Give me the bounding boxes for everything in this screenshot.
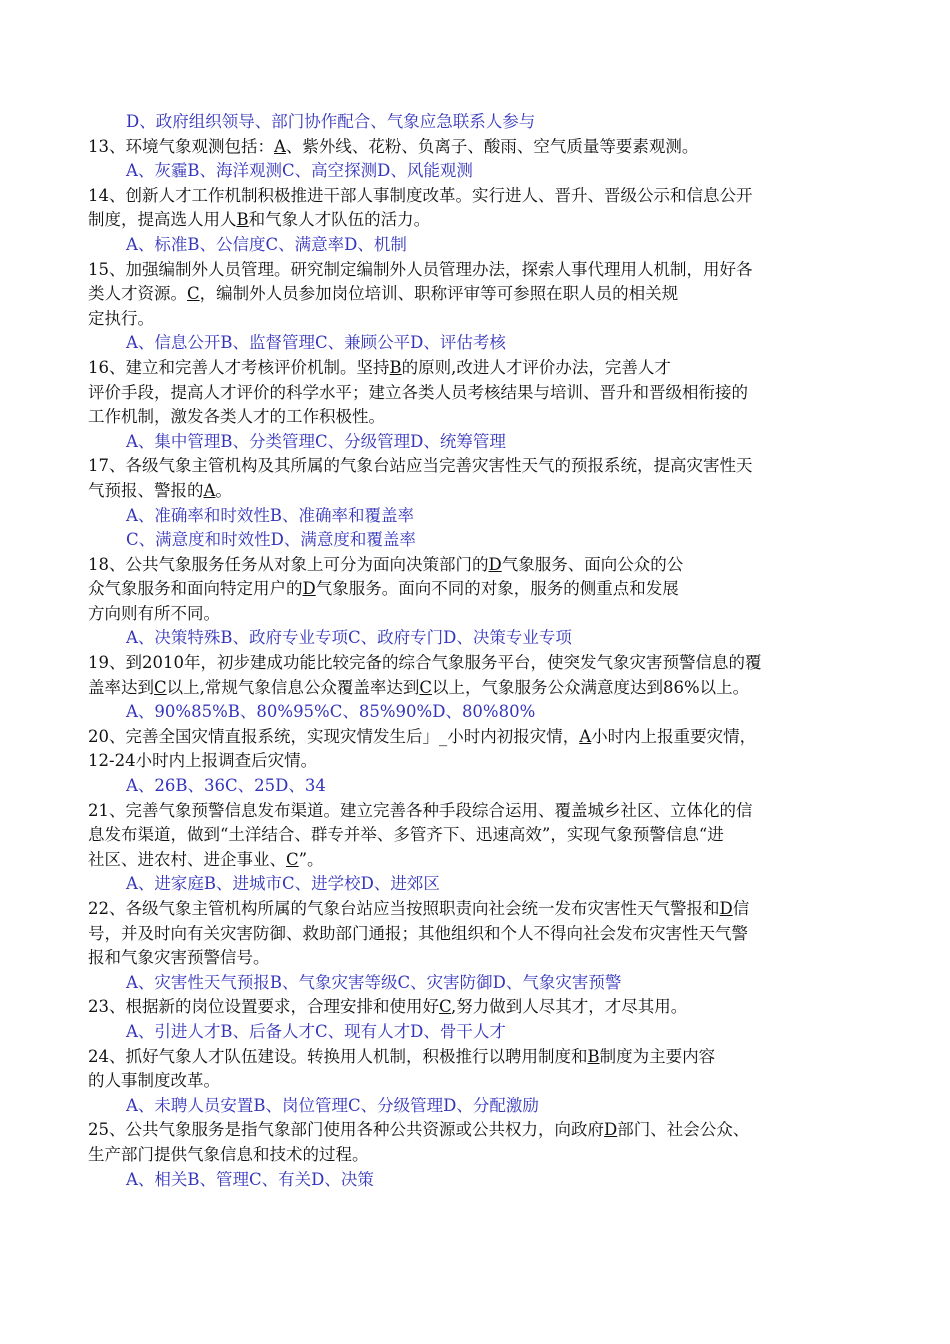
answer-options-line: A、进家庭B、进城市C、进学校D、进郊区 xyxy=(126,874,440,894)
question-text-line xyxy=(88,848,868,873)
question-text-line xyxy=(88,725,868,750)
question-text-line xyxy=(88,1045,868,1070)
text-segment: 息发布渠道，做到“土洋结合、群专并举、多管齐下、迅速高效”，实现气象预警信息“进 xyxy=(88,825,724,845)
text-segment: 15、加强编制外人员管理。研究制定编制外人员管理办法，探索人事代理用人机制，用好各 xyxy=(88,259,753,279)
text-segment: 制度为主要内容 xyxy=(599,1046,716,1066)
answer-letter: D xyxy=(302,579,316,599)
text-segment: 17、各级气象主管机构及其所属的气象台站应当完善灾害性天气的预报系统，提高灾害性天 xyxy=(88,456,753,476)
question-text-line xyxy=(88,651,868,676)
text-segment: 16、建立和完善人才考核评价机制。坚持 xyxy=(88,357,390,377)
text-segment: 以上,常规气象信息公众覆盖率达到 xyxy=(166,677,420,697)
answer-letter: B xyxy=(587,1046,600,1066)
text-segment: 众气象服务和面向特定用户的 xyxy=(88,579,303,599)
text-segment: 、紫外线、花粉、负离子、酸雨、空气质量等要素观测。 xyxy=(285,136,699,156)
answer-letter: C xyxy=(419,677,432,697)
question-text-line xyxy=(88,1143,868,1168)
question-text-line xyxy=(88,577,868,602)
text-segment: 制度，提高选人用人 xyxy=(88,210,237,230)
answer-letter: D xyxy=(719,899,733,918)
question-text-line xyxy=(88,922,868,947)
question-text-line xyxy=(88,1118,868,1143)
text-segment: 的原则,改进人才评价办法，完善人才 xyxy=(401,357,671,377)
text-segment: 部门、社会公众、 xyxy=(617,1120,750,1140)
text-segment: 号，并及时向有关灾害防御、救助部门通报；其他组织和个人不得向社会发布灾害性天气警 xyxy=(88,923,748,943)
text-segment: 14、创新人才工作机制积极推进干部人事制度改革。实行进人、晋升、晋级公示和信息公开 xyxy=(88,185,753,205)
answer-options-line: A、灾害性天气预报B、气象灾害等级C、灾害防御D、气象灾害预警 xyxy=(126,972,622,992)
question-text-line xyxy=(88,454,868,479)
question-text-line xyxy=(88,1069,868,1094)
text-segment: 方向则有所不同。 xyxy=(88,603,220,623)
question-text-line xyxy=(88,995,868,1020)
question-text-line xyxy=(88,799,868,824)
text-segment: ,努力做到人尽其才，才尽其用。 xyxy=(451,997,688,1017)
text-segment: 21、完善气象预警信息发布渠道。建立完善各种手段综合运用、覆盖城乡社区、立体化的信 xyxy=(88,800,753,820)
text-segment: 23、根据新的岗位设置要求，合理安排和使用好 xyxy=(88,997,439,1017)
answer-options-line: A、灰霾B、海洋观测C、高空探测D、风能观测 xyxy=(126,161,473,181)
answer-letter: C xyxy=(439,997,452,1017)
question-text-line xyxy=(88,135,868,160)
answer-options-line: C、满意度和时效性D、满意度和覆盖率 xyxy=(126,530,416,550)
answer-letter: D xyxy=(488,554,502,574)
text-segment: 生产部门提供气象信息和技术的过程。 xyxy=(88,1144,369,1164)
question-text-line xyxy=(88,897,868,922)
question-text-line xyxy=(88,405,868,430)
question-text-line xyxy=(88,381,868,406)
text-segment: 19、到2010年，初步建成功能比较完备的综合气象服务平台，使突发气象灾害预警信息的覆 xyxy=(88,653,762,673)
question-text-line xyxy=(88,184,868,209)
text-segment: 24、抓好气象人才队伍建设。转换用人机制，积极推行以聘用制度和 xyxy=(88,1046,588,1066)
text-segment: 以上，气象服务公众满意度达到86%以上。 xyxy=(432,677,750,697)
text-segment: 气预报、警报的 xyxy=(88,480,204,500)
answer-options-line: A、信息公开B、监督管理C、兼顾公平D、评估考核 xyxy=(126,333,506,353)
answer-letter: A xyxy=(203,480,216,500)
question-text-line xyxy=(88,208,868,233)
text-segment: ，编制外人员参加岗位培训、职称评审等可参照在职人员的相关规 xyxy=(199,284,679,304)
answer-options-line: A、标准B、公信度C、满意率D、机制 xyxy=(126,234,407,254)
text-segment: 类人才资源。 xyxy=(88,284,187,304)
text-segment: ”。 xyxy=(298,849,324,869)
question-text-line xyxy=(88,479,868,504)
question-text-line xyxy=(88,258,868,283)
answer-options-line: A、集中管理B、分类管理C、分级管理D、统筹管理 xyxy=(126,431,506,451)
text-segment: 评价手段，提高人才评价的科学水平；建立各类人员考核结果与培训、晋升和晋级相衔接的 xyxy=(88,382,748,402)
question-text-line xyxy=(88,676,868,701)
question-text-line xyxy=(88,946,868,971)
text-segment: 25、公共气象服务是指气象部门使用各种公共资源或公共权力，向政府 xyxy=(88,1120,604,1140)
text-segment: 信 xyxy=(732,899,750,918)
answer-options-line: A、90%85%B、80%95%C、85%90%D、80%80% xyxy=(126,702,536,722)
answer-letter: C xyxy=(154,677,167,697)
text-segment: 的人事制度改革。 xyxy=(88,1071,220,1091)
answer-letter: B xyxy=(236,210,249,230)
answer-letter: A xyxy=(579,726,592,746)
answer-options-line: A、引进人才B、后备人才C、现有人才D、骨干人才 xyxy=(126,1021,506,1041)
text-segment: 12-24小时内上报调查后灾情。 xyxy=(88,751,318,771)
answer-options-line: A、准确率和时效性B、准确率和覆盖率 xyxy=(126,505,415,525)
text-segment: 22、各级气象主管机构所属的气象台站应当按照职责向社会统一发布灾害性天气警报和 xyxy=(88,899,720,918)
text-segment: 气象服务、面向公众的公 xyxy=(501,554,684,574)
text-segment: 和气象人才队伍的活力。 xyxy=(248,210,431,230)
text-segment: 。 xyxy=(215,480,232,500)
question-text-line xyxy=(88,602,868,627)
question-text-line xyxy=(88,356,868,381)
answer-letter: B xyxy=(389,357,402,377)
text-segment: 工作机制，激发各类人才的工作积极性。 xyxy=(88,407,385,427)
question-text-line xyxy=(88,749,868,774)
answer-options-line: A、相关B、管理C、有关D、决策 xyxy=(126,1169,374,1189)
document-page xyxy=(88,110,868,1192)
text-segment: 社区、进农村、进企事业、 xyxy=(88,849,286,869)
question-text-line xyxy=(88,823,868,848)
answer-options-line: A、未聘人员安置B、岗位管理C、分级管理D、分配激励 xyxy=(126,1095,539,1115)
text-segment: 报和气象灾害预警信号。 xyxy=(88,948,270,968)
question-text-line xyxy=(88,307,868,332)
answer-options-line: D、政府组织领导、部门协作配合、气象应急联系人参与 xyxy=(126,112,536,131)
answer-letter: A xyxy=(274,136,286,156)
text-segment: 盖率达到 xyxy=(88,677,154,697)
text-segment: 气象服务。面向不同的对象，服务的侧重点和发展 xyxy=(315,579,679,599)
question-text-line xyxy=(88,282,868,307)
text-segment: 定执行。 xyxy=(88,308,154,328)
answer-options-line: A、决策特殊B、政府专业专项C、政府专门D、决策专业专项 xyxy=(126,628,572,648)
answer-letter: D xyxy=(604,1120,618,1140)
answer-options-line: A、26B、36C、25D、34 xyxy=(126,776,326,796)
text-segment: 13、环境气象观测包括： xyxy=(88,136,274,156)
answer-letter: C xyxy=(187,284,200,304)
answer-letter: C xyxy=(286,849,299,869)
question-text-line xyxy=(88,553,868,578)
text-segment: 20、完善全国灾情直报系统，实现灾情发生后」_小时内初报灾情， xyxy=(88,726,580,746)
text-segment: 18、公共气象服务任务从对象上可分为面向决策部门的 xyxy=(88,554,489,574)
text-segment: 小时内上报重要灾情， xyxy=(591,726,757,746)
